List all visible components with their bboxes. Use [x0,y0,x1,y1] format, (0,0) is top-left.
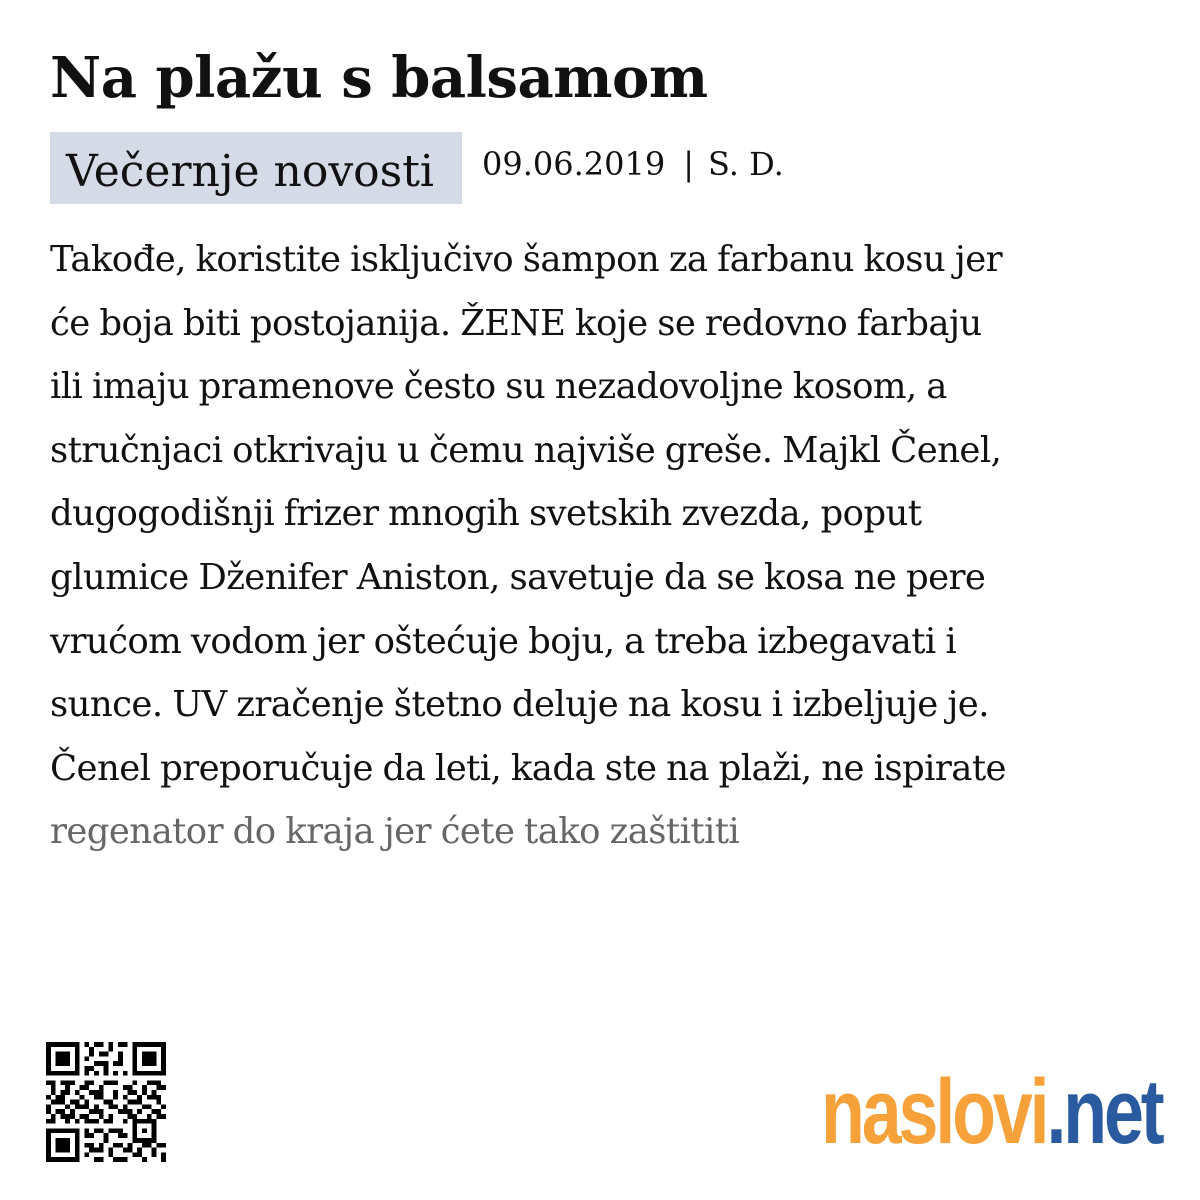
body-line: Takođe, koristite isključivo šampon za farbanu kosu jer [50,239,1002,280]
article-author: S. D. [708,145,784,183]
naslovi-logo[interactable] [821,1052,1162,1172]
date-author-line [482,144,784,184]
logo-part-naslovi: naslovi [821,1061,1047,1163]
article-title: Na plažu s balsamom [50,45,708,111]
source-badge: Večernje novosti [50,132,462,204]
qr-code-icon [46,1040,166,1164]
body-line: ili imaju pramenove često su nezadovoljne kosom, a [50,366,947,408]
body-line: će boja biti postojanija. ŽENE koje se redovno farbaju [50,302,982,344]
logo-part-net: .net [1046,1061,1162,1163]
body-line: glumice Dženifer Aniston, savetuje da se kosa ne pere [50,556,986,598]
article-body [50,228,1150,864]
body-line: stručnjaci otkrivaju u čemu najviše greše. Majkl Čenel, [50,429,1002,471]
body-line: sunce. UV zračenje štetno deluje na kosu i izbeljuje je. [50,684,989,726]
body-line: vrućom vodom jer oštećuje boju, a treba izbegavati i [50,620,957,662]
body-line-truncated: regenator do kraja jer ćete tako zaštititi [50,811,740,853]
body-line: dugogodišnji frizer mnogih svetskih zvezda, poput [50,493,922,535]
meta-separator: | [683,145,694,183]
body-line: Čenel preporučuje da leti, kada ste na plaži, ne ispirate [50,747,1006,789]
article-date: 09.06.2019 [482,145,666,183]
